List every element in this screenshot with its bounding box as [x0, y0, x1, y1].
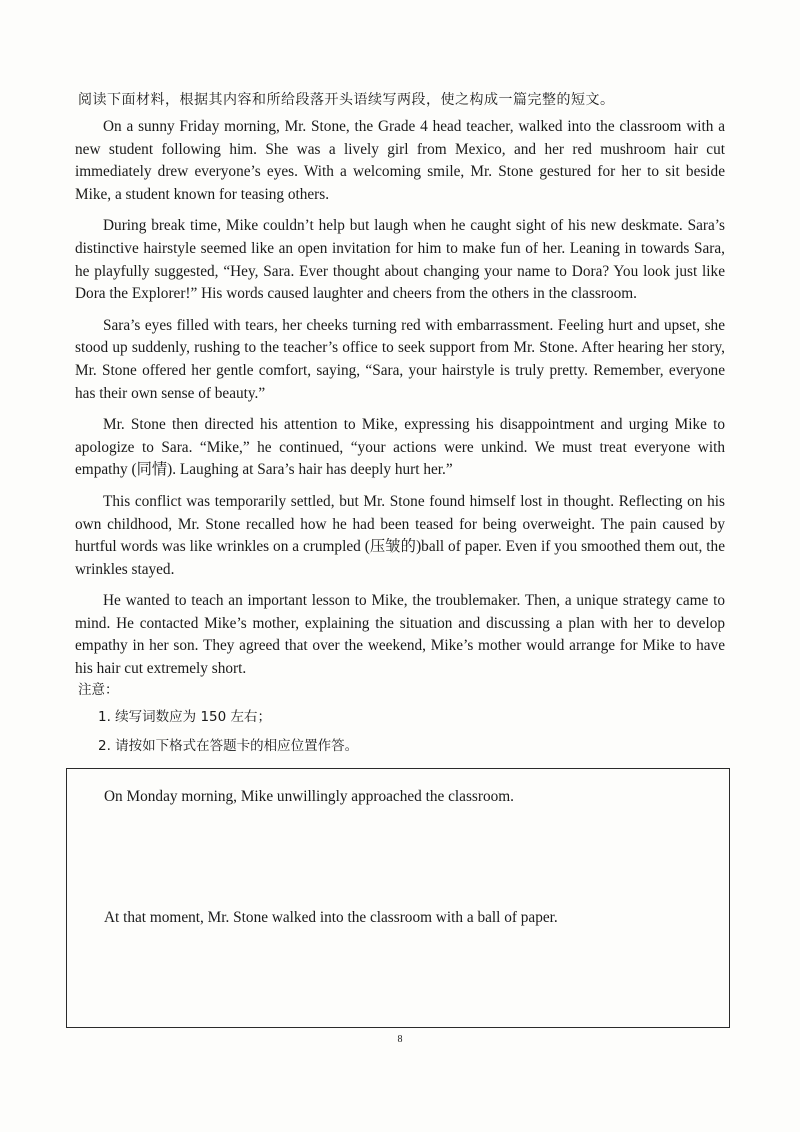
passage-paragraph-4: Mr. Stone then directed his attention to Mike, expressing his disappointment and urging Mike to apologize to Sara. “Mike,” he continued, “your actions were unkind. We must treat everyone with empathy (同情). Laughing at Sara’s hair has deeply hurt her.” [75, 416, 725, 479]
passage-paragraph-2: During break time, Mike couldn’t help but laugh when he caught sight of his new deskmate. Sara’s distinctive hairstyle seemed like an open invitation for him to make fun of her. Leaning in towards Sara, he playfully suggested, “Hey, Sara. Ever thought about changing your name to Dora? You look just like Dora the Explorer!” His words caused laughter and cheers from the others in the classroom. [75, 217, 725, 303]
notes-title: 注意： [78, 682, 119, 698]
reading-passage [75, 116, 725, 690]
task-instruction: 阅读下面材料，根据其内容和所给段落开头语续写两段，使之构成一篇完整的短文。 [78, 92, 615, 108]
note-item-word-count: 1. 续写词数应为 150 左右； [98, 709, 272, 725]
passage-paragraph-1: On a sunny Friday morning, Mr. Stone, the Grade 4 head teacher, walked into the classroom with a new student following him. She was a lively girl from Mexico, and her red mushroom hair cut immediately drew everyone’s eyes. With a welcoming smile, Mr. Stone gestured for her to sit beside Mike, a student known for teasing others. [75, 118, 725, 203]
page-number: 8 [397, 1034, 403, 1045]
passage-paragraph-3: Sara’s eyes filled with tears, her cheeks turning red with embarrassment. Feeling hurt and upset, she stood up suddenly, rushing to the teacher’s office to seek support from Mr. Stone. After hearing her story, Mr. Stone offered her gentle comfort, saying, “Sara, your hairstyle is truly pretty. Remember, everyone has their own sense of beauty.” [75, 316, 725, 402]
passage-paragraph-6: He wanted to teach an important lesson to Mike, the troublemaker. Then, a unique strategy came to mind. He contacted Mike’s mother, explaining the situation and discussing a plan with her to develop empathy in her son. They agreed that over the weekend, Mike’s mother would arrange for Mike to have his hair cut extremely short. [75, 592, 725, 678]
paragraph-opening-1: On Monday morning, Mike unwillingly approached the classroom. [104, 788, 514, 805]
passage-paragraph-5: This conflict was temporarily settled, but Mr. Stone found himself lost in thought. Reflecting on his own childhood, Mr. Stone recalled how he had been teased for being overweight. The pain caused by hurtful words was like wrinkles on a crumpled (压皱的)ball of paper. Even if you smoothed them out, the wrinkles stayed. [75, 492, 725, 578]
answer-box [66, 768, 730, 1028]
note-item-format: 2. 请按如下格式在答题卡的相应位置作答。 [98, 738, 359, 754]
notes-section [78, 677, 718, 761]
paragraph-opening-2: At that moment, Mr. Stone walked into the classroom with a ball of paper. [104, 909, 558, 926]
